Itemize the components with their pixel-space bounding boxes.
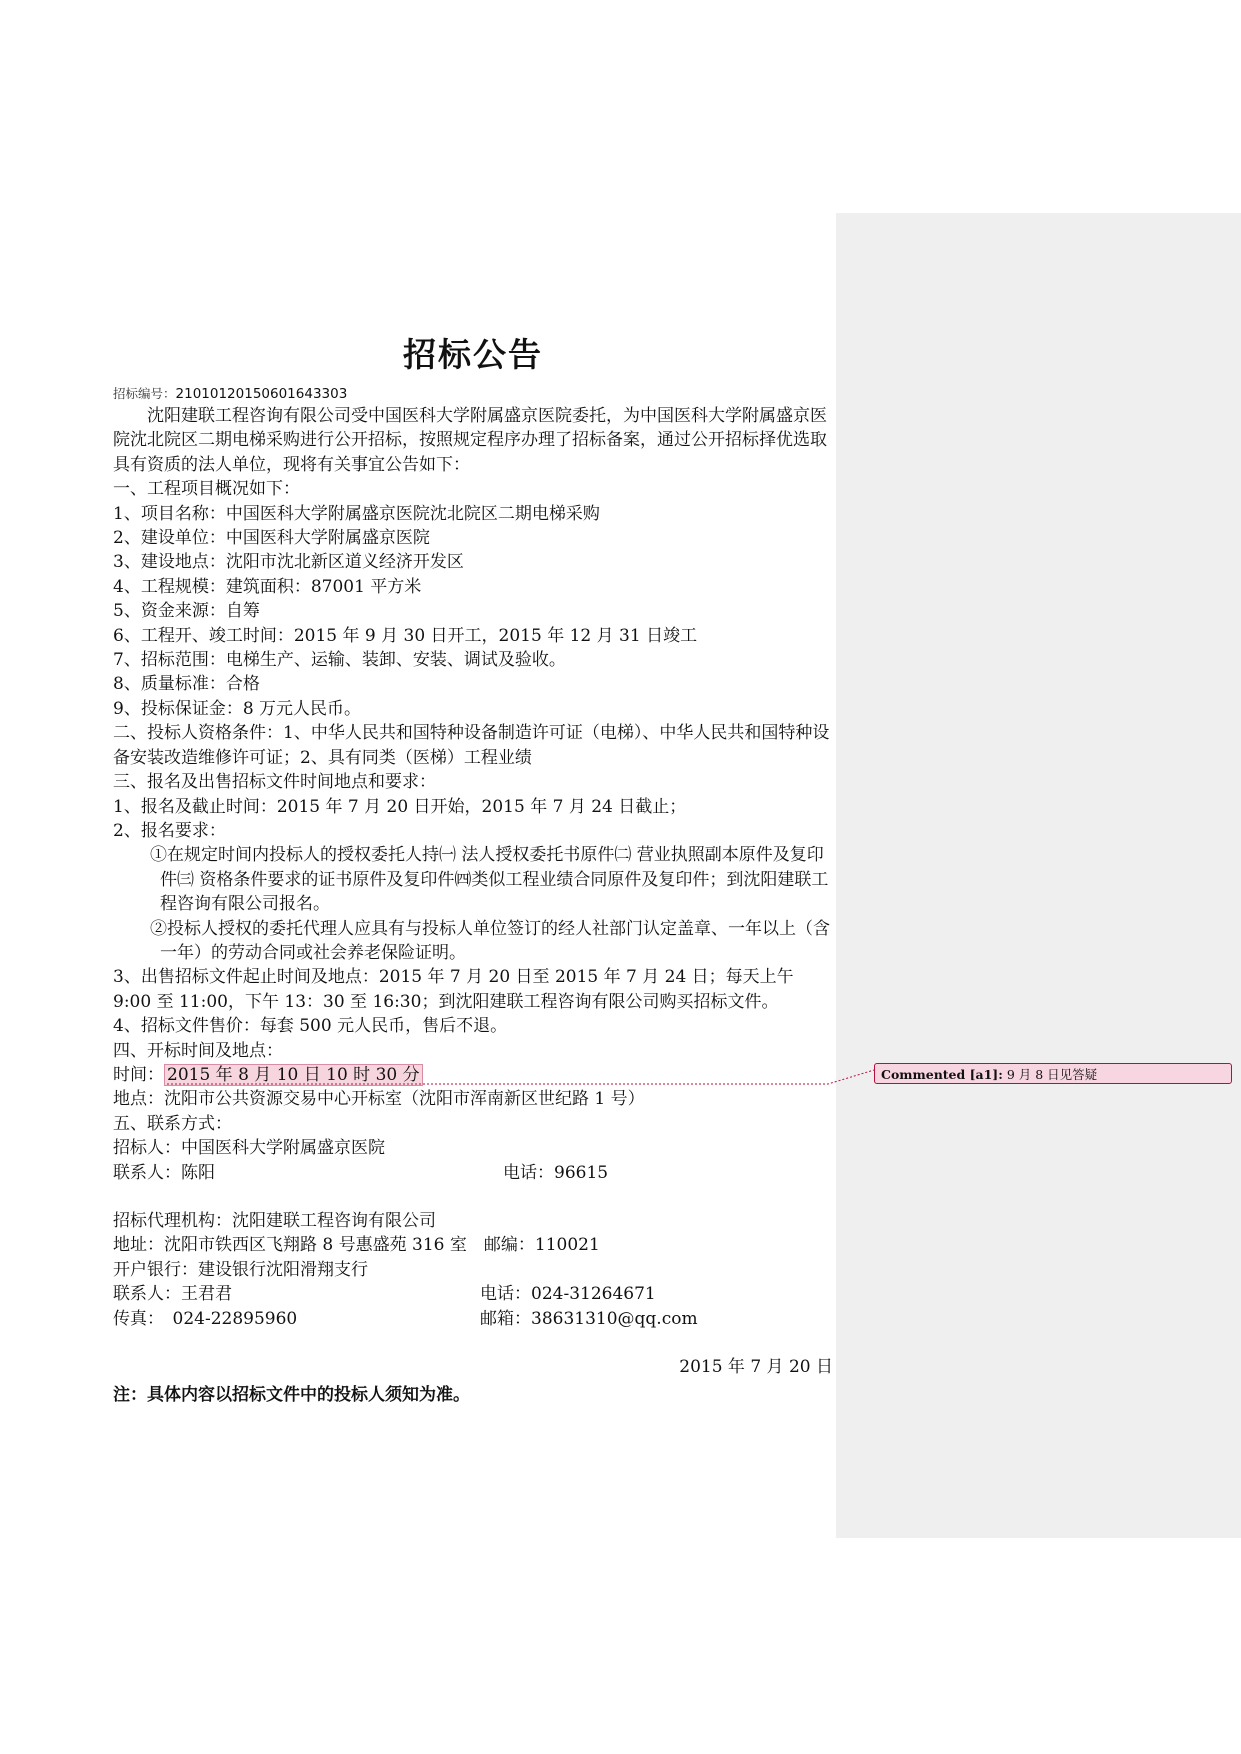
announcement-date: 2015 年 7 月 20 日 [679,1357,833,1378]
requirement-2: ②投标人授权的委托代理人应具有与投标人单位签订的经人社部门认定盖章、一年以上（含一年）的劳动合同或社会养老保险证明。 [150,918,830,963]
phone-2: 电话：024-31264671 [480,1284,656,1305]
document-body [113,330,833,1408]
section1-item: 6、工程开、竣工时间：2015 年 9 月 30 日开工，2015 年 12 月 31 日竣工 [113,625,698,646]
phone-1: 电话：96615 [503,1162,609,1183]
contact-person-2: 联系人：王君君 [113,1284,232,1305]
opening-time-label: 时间： [113,1064,164,1085]
contact-row-2 [113,1282,833,1306]
requirement-1: ①在规定时间内投标人的授权委托人持㈠ 法人授权委托书原件㈡ 营业执照副本原件及复印件㈢ 资格条件要求的证书原件及复印件㈣类似工程业绩合同原件及复印件；到沈阳建联工程咨询有限公司报名。 [150,845,829,915]
comment-pane [836,213,1241,1538]
section4-heading: 四、开标时间及地点： [113,1040,283,1061]
comment-balloon[interactable] [874,1063,1232,1084]
section1-item: 5、资金来源：自筹 [113,601,260,622]
section1-item: 8、质量标准：合格 [113,674,260,695]
section3-item3: 3、出售招标文件起止时间及地点：2015 年 7 月 20 日至 2015 年 7 月 24 日；每天上午 9:00 至 11:00，下午 13：30 至 16:30；到沈阳建联工程咨询有限公司购买招标文件。 [113,967,794,1012]
section3-item1: 1、报名及截止时间：2015 年 7 月 20 日开始，2015 年 7 月 24 日截止； [113,796,687,817]
section5-heading: 五、联系方式： [113,1113,232,1134]
contact-person-1: 联系人：陈阳 [113,1162,215,1183]
address: 地址：沈阳市铁西区飞翔路 8 号惠盛苑 316 室 邮编：110021 [113,1235,600,1256]
opening-place: 地点：沈阳市公共资源交易中心开标室（沈阳市浑南新区世纪路 1 号） [113,1089,645,1110]
section1-item: 2、建设单位：中国医科大学附属盛京医院 [113,528,430,549]
bid-number [113,384,833,404]
bid-number-value: 2101012015060164330​3 [175,386,348,402]
section1-item: 3、建设地点：沈阳市沈北新区道义经济开发区 [113,552,464,573]
section2-qualifications: 二、投标人资格条件：1、中华人民共和国特种设备制造许可证（电梯）、中华人民共和国特种设备安装改造维修许可证；2、具有同类（医梯）工程业绩 [113,723,830,768]
agency: 招标代理机构：沈阳建联工程咨询有限公司 [113,1211,436,1231]
section3-item2: 2、报名要求： [113,820,226,841]
contact-row-3 [113,1307,833,1331]
section3-heading: 三、报名及出售招标文件时间地点和要求： [113,772,436,793]
contact-row-1 [113,1161,833,1185]
commented-text-highlight[interactable]: 2015 年 8 月 10 日 10 时 30 分 [164,1064,423,1086]
fax: 传真： 024-22895960 [113,1308,298,1329]
comment-text: 9 月 8 日见答疑 [1006,1067,1098,1082]
page-title: 招标公告 [403,335,543,374]
bank: 开户银行：建设银行沈阳滑翔支行 [113,1259,368,1280]
section1-item: 7、招标范围：电梯生产、运输、装卸、安装、调试及验收。 [113,650,566,671]
section1-item: 1、项目名称：中国医科大学附属盛京医院沈北院区二期电梯采购 [113,503,600,524]
section3-item4: 4、招标文件售价：每套 500 元人民币，售后不退。 [113,1016,508,1037]
comment-author: Commented [a1]: [881,1067,1003,1082]
email: 邮箱：38631310@qq.com [480,1308,698,1329]
section1-item: 4、工程规模：建筑面积：87001 平方米 [113,576,422,597]
opening-time [113,1063,833,1087]
section1-item: 9、投标保证金：8 万元人民币。 [113,698,362,719]
intro-paragraph: 沈阳建联工程咨询有限公司受中国医科大学附属盛京医院委托，为中国医科大学附属盛京医院沈北院区二期电梯采购进行公开招标，按照规定程序办理了招标备案，通过公开招标择优选取具有资质的法人单位，现将有关事宜公告如下： [113,406,827,475]
tenderer: 招标人：中国医科大学附属盛京医院 [113,1138,385,1159]
footnote: 注：具体内容以招标文件中的投标人须知为准。 [113,1385,470,1406]
bid-number-label: 招标编号： [113,386,176,401]
section1-heading: 一、工程项目概况如下： [113,479,300,500]
